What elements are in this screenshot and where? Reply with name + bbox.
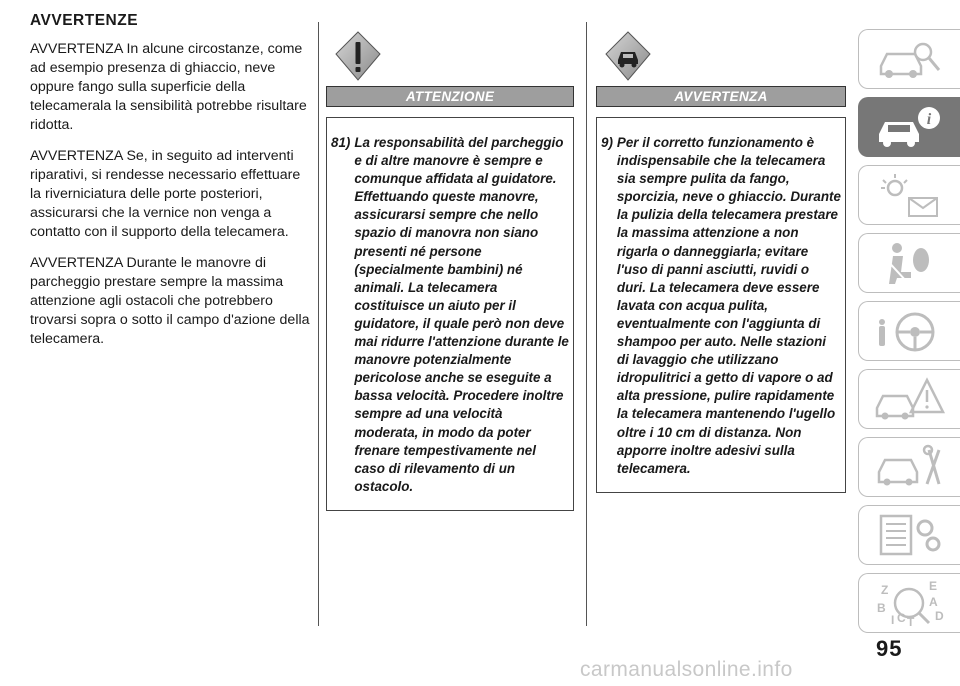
tab-road-hazard[interactable] xyxy=(858,369,960,429)
paragraph-2: AVVERTENZA Se, in seguito ad interventi riparativi, si rendesse necessario effettuare la riverniciatura delle porte posteriori, assicurarsi che la vernice non venga a contatto con il supporto della telecamera. xyxy=(30,148,301,240)
paragraph-3: AVVERTENZA Durante le manovre di parcheggio prestare sempre la massima attenzione agli ostacoli che potrebbero trovarsi sopra o sotto il campo d'azione della telecamera. xyxy=(30,255,310,347)
chapter-tabs xyxy=(858,29,960,641)
column-divider-2 xyxy=(586,22,587,626)
airbag-safety-icon xyxy=(871,238,949,288)
alphabetical-index-icon xyxy=(871,578,949,628)
steering-wheel-icon xyxy=(871,306,949,356)
attenzione-box xyxy=(326,117,574,511)
svg-text:E: E xyxy=(928,579,937,593)
car-warning-icon xyxy=(604,30,652,82)
svg-text:D: D xyxy=(934,609,944,623)
avvertenza-item-number: 9) xyxy=(601,135,613,150)
svg-text:T: T xyxy=(906,615,914,628)
tab-car-info[interactable] xyxy=(858,97,960,157)
svg-text:I: I xyxy=(890,613,894,627)
attenzione-banner: ATTENZIONE xyxy=(326,86,574,107)
avvertenza-section xyxy=(596,30,846,493)
tab-warning-lights[interactable] xyxy=(858,165,960,225)
tab-airbag-safety[interactable] xyxy=(858,233,960,293)
car-service-icon xyxy=(871,442,949,492)
page-number: 95 xyxy=(876,636,903,661)
left-column xyxy=(30,12,310,361)
tab-car-service[interactable] xyxy=(858,437,960,497)
tab-alphabetical-index[interactable] xyxy=(858,573,960,633)
tab-technical-data[interactable] xyxy=(858,505,960,565)
attenzione-section xyxy=(326,30,574,511)
car-info-icon xyxy=(871,102,949,152)
section-heading: AVVERTENZE xyxy=(30,12,139,29)
attenzione-item xyxy=(331,134,569,496)
exclamation-warning-icon xyxy=(334,30,382,82)
warning-lights-icon xyxy=(871,170,949,220)
tab-car-search[interactable] xyxy=(858,29,960,89)
avvertenza-box xyxy=(596,117,846,493)
svg-text:A: A xyxy=(928,595,938,609)
attenzione-item-text: La responsabilità del parcheggio e di altre manovre è sempre e comunque affidata al guidatore. Effettuando queste manovre, assicurarsi sempre che nello spazio di manovra non siano presenti né persone (specialmente bambini) né animali. La telecamera costituisce un aiuto per il guidatore, il quale però non deve mai ridurre l'attenzione durante le manovre potenzialmente pericolose anche se eseguite a bassa velocità. Procedere inoltre sempre ad una velocità moderata, in modo da poter frenare tempestivamente nel caso di rilevamento di un ostacolo. xyxy=(354,135,569,494)
column-divider-1 xyxy=(318,22,319,626)
technical-data-icon xyxy=(871,510,949,560)
road-hazard-icon xyxy=(871,374,949,424)
svg-text:i: i xyxy=(926,111,931,128)
watermark: carmanualsonline.info xyxy=(580,658,793,681)
avvertenza-item xyxy=(601,134,841,478)
attenzione-item-number: 81) xyxy=(331,135,351,150)
svg-text:Z: Z xyxy=(880,583,888,597)
avvertenza-item-text: Per il corretto funzionamento è indispensabile che la telecamera sia sempre pulita da fango, sporcizia, neve o ghiaccio. Durante la pulizia della telecamera prestare la massima attenzione a non rigarla o danneggiarla; evitare l'uso di panni asciutti, ruvidi o duri. La telecamera deve essere lavata con acqua pulita, eventualmente con l'aggiunta di shampoo per auto. Nelle stazioni di lavaggio che utilizzano idropulitrici a getto di vapore o ad alta pressione, pulire rapidamente la telecamera mantenendo l'ugello oltre i 10 cm di distanza. Non apporre inoltre adesivi sulla telecamera. xyxy=(616,135,841,476)
svg-text:B: B xyxy=(876,601,886,615)
car-search-icon xyxy=(871,34,949,84)
avvertenza-banner: AVVERTENZA xyxy=(596,86,846,107)
tab-steering-wheel[interactable] xyxy=(858,301,960,361)
paragraph-1: AVVERTENZA In alcune circostanze, come ad esempio presenza di ghiaccio, neve oppure fango sulla superficie della telecamerala la sensibilità potrebbe risultare ridotta. xyxy=(30,41,307,133)
svg-text:C: C xyxy=(896,611,906,625)
